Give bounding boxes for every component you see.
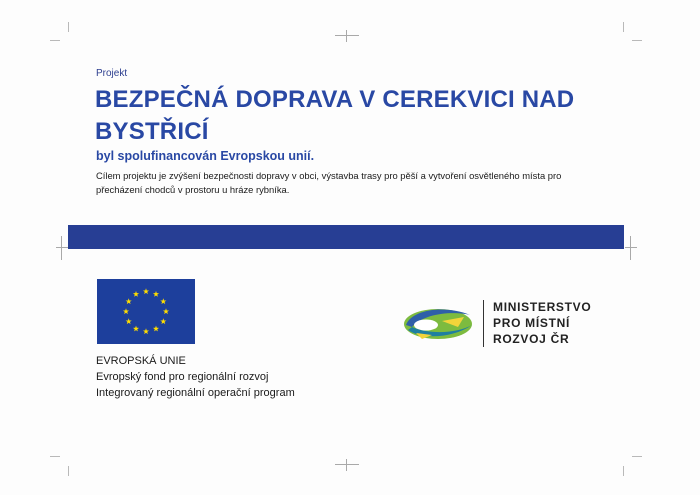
mmr-wordmark: [493, 299, 591, 347]
eu-star-icon: [163, 308, 169, 314]
project-kicker: Projekt: [96, 68, 128, 79]
crop-mark: [68, 466, 69, 476]
mmr-divider: [483, 300, 484, 347]
crop-mark: [623, 466, 624, 476]
registration-mark: [335, 30, 359, 42]
registration-mark: [56, 236, 68, 260]
eu-star-icon: [126, 298, 132, 304]
cofinanced-statement: byl spolufinancován Evropskou unií.: [96, 149, 315, 163]
mmr-logo-icon: [402, 303, 476, 343]
mmr-wordmark-line: MINISTERSTVO: [493, 300, 592, 314]
eu-star-icon: [133, 291, 139, 297]
eu-star-icon: [126, 318, 132, 324]
eu-star-icon: [153, 291, 159, 297]
project-title: BEZPEČNÁ DOPRAVA V CEREKVICI NAD BYSTŘICÍ: [95, 86, 575, 145]
eu-stars: [97, 279, 195, 344]
registration-mark: [625, 236, 637, 260]
mmr-wordmark-line: ROZVOJ ČR: [493, 332, 570, 346]
project-description: Cílem projektu je zvýšení bezpečnosti dopravy v obci, výstavba trasy pro pěší a vytvoření osvětleného místa pro přecházení chodců v prostoru u hráze rybníka.: [96, 170, 562, 195]
eu-caption: [96, 353, 356, 401]
crop-mark: [632, 40, 642, 41]
crop-mark: [50, 456, 60, 457]
crop-mark: [68, 22, 69, 32]
eu-star-icon: [160, 318, 166, 324]
eu-caption-line: Integrovaný regionální operační program: [96, 387, 295, 399]
mmr-wordmark-line: PRO MÍSTNÍ: [493, 316, 571, 330]
registration-mark: [335, 459, 359, 471]
eu-star-icon: [143, 288, 149, 294]
eu-star-icon: [133, 326, 139, 332]
eu-star-icon: [123, 308, 129, 314]
eu-star-icon: [153, 326, 159, 332]
eu-caption-line: Evropský fond pro regionální rozvoj: [96, 371, 269, 383]
crop-mark: [632, 456, 642, 457]
eu-caption-line: EVROPSKÁ UNIE: [96, 355, 186, 367]
crop-mark: [50, 40, 60, 41]
eu-star-icon: [143, 328, 149, 334]
eu-star-icon: [160, 298, 166, 304]
crop-mark: [623, 22, 624, 32]
blue-band: [68, 225, 624, 249]
eu-flag-icon: [97, 279, 195, 344]
